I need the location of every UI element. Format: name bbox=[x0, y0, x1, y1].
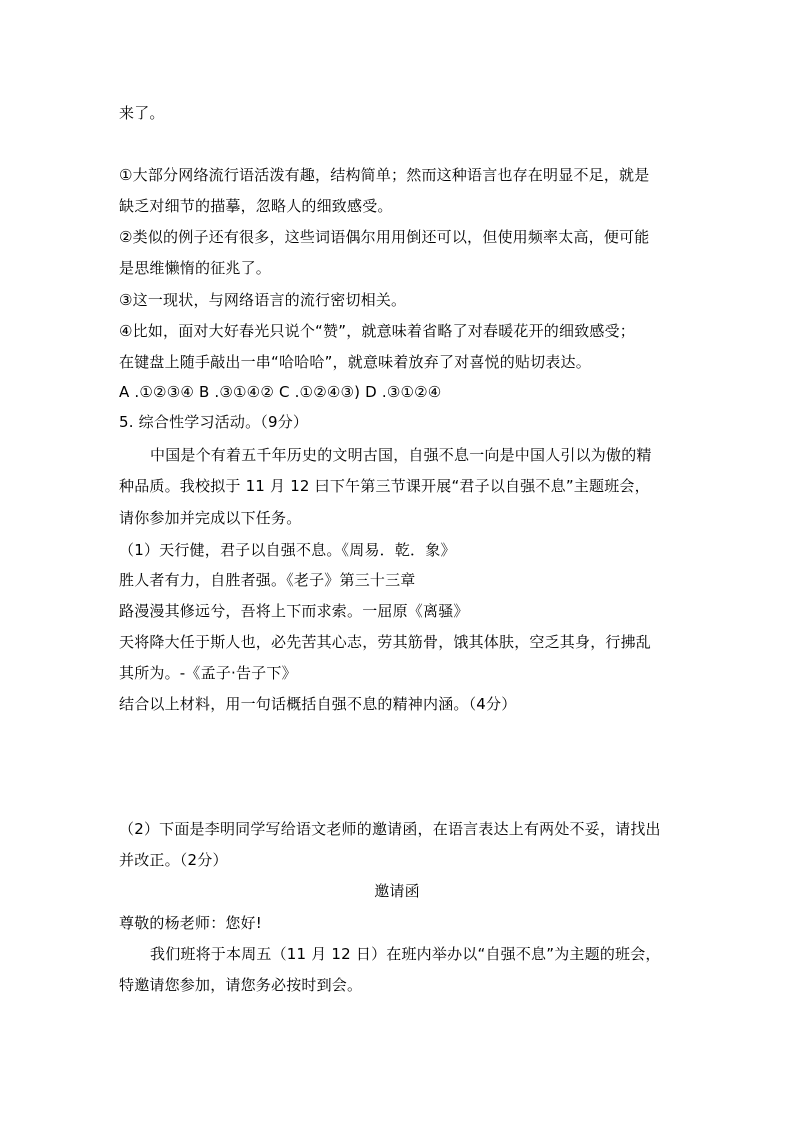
text-line: ②类似的例子还有很多，这些词语偶尔用用倒还可以，但使用频率太高，便可能 bbox=[119, 228, 650, 246]
letter-body-line: 我们班将于本周五（11 月 12 日）在班内举办以“自强不息”为主题的班会， bbox=[150, 945, 661, 963]
text-line: 胜人者有力，自胜者强。《老子》第三十三章 bbox=[119, 571, 416, 589]
text-line: 中国是个有着五千年历史的文明古国，自强不息一向是中国人引以为傲的精 bbox=[150, 446, 652, 464]
text-line: 并改正。（2分） bbox=[119, 851, 228, 869]
text-line: 天将降大任于斯人也，必先苦其心志，劳其筋骨，饿其体肤，空乏其身，行拂乱 bbox=[119, 633, 652, 651]
text-line: 来了。 bbox=[119, 104, 165, 122]
letter-salutation: 尊敬的杨老师：您好! bbox=[119, 914, 263, 932]
text-line: 路漫漫其修远兮，吾将上下而求索。一屈原《离骚》 bbox=[119, 602, 469, 620]
text-line: ④比如，面对大好春光只说个“赞”，就意味着省略了对春暖花开的细致感受； bbox=[119, 322, 635, 340]
text-line: 请你参加并完成以下任务。 bbox=[119, 509, 302, 527]
text-line: ③这一现状，与网络语言的流行密切相关。 bbox=[119, 291, 407, 309]
text-line: （1）天行健，君子以自强不息。《周易．乾．象》 bbox=[119, 541, 456, 559]
text-line: （2）下面是李明同学写给语文老师的邀请函，在语言表达上有两处不妥，请找出 bbox=[119, 820, 661, 838]
text-line: 在键盘上随手敲出一串“哈哈哈”，就意味着放弃了对喜悦的贴切表达。 bbox=[119, 353, 591, 371]
question-heading: 5. 综合性学习活动。（9分） bbox=[119, 413, 309, 431]
text-line: 种品质。我校拟于 11 月 12 曰下午第三节课开展“君子以自强不息”主题班会， bbox=[119, 477, 650, 495]
text-line: ①大部分网络流行语活泼有趣，结构简单；然而这种语言也存在明显不足，就是 bbox=[119, 166, 650, 184]
text-line: 结合以上材料，用一句话概括自强不息的精神内涵。（4分） bbox=[119, 695, 517, 713]
text-line: 是思维懒惰的征兆了。 bbox=[119, 259, 272, 277]
answer-options: A .①②③④ B .③①④② C .①②④③) D .③①②④ bbox=[119, 383, 442, 401]
letter-body-line: 特邀请您参加，请您务必按时到会。 bbox=[119, 976, 363, 994]
letter-title: 邀请函 bbox=[374, 882, 420, 900]
text-line: 缺乏对细节的描摹，忽略人的细致感受。 bbox=[119, 197, 393, 215]
text-line: 其所为。-《孟子·告子下》 bbox=[119, 664, 297, 682]
